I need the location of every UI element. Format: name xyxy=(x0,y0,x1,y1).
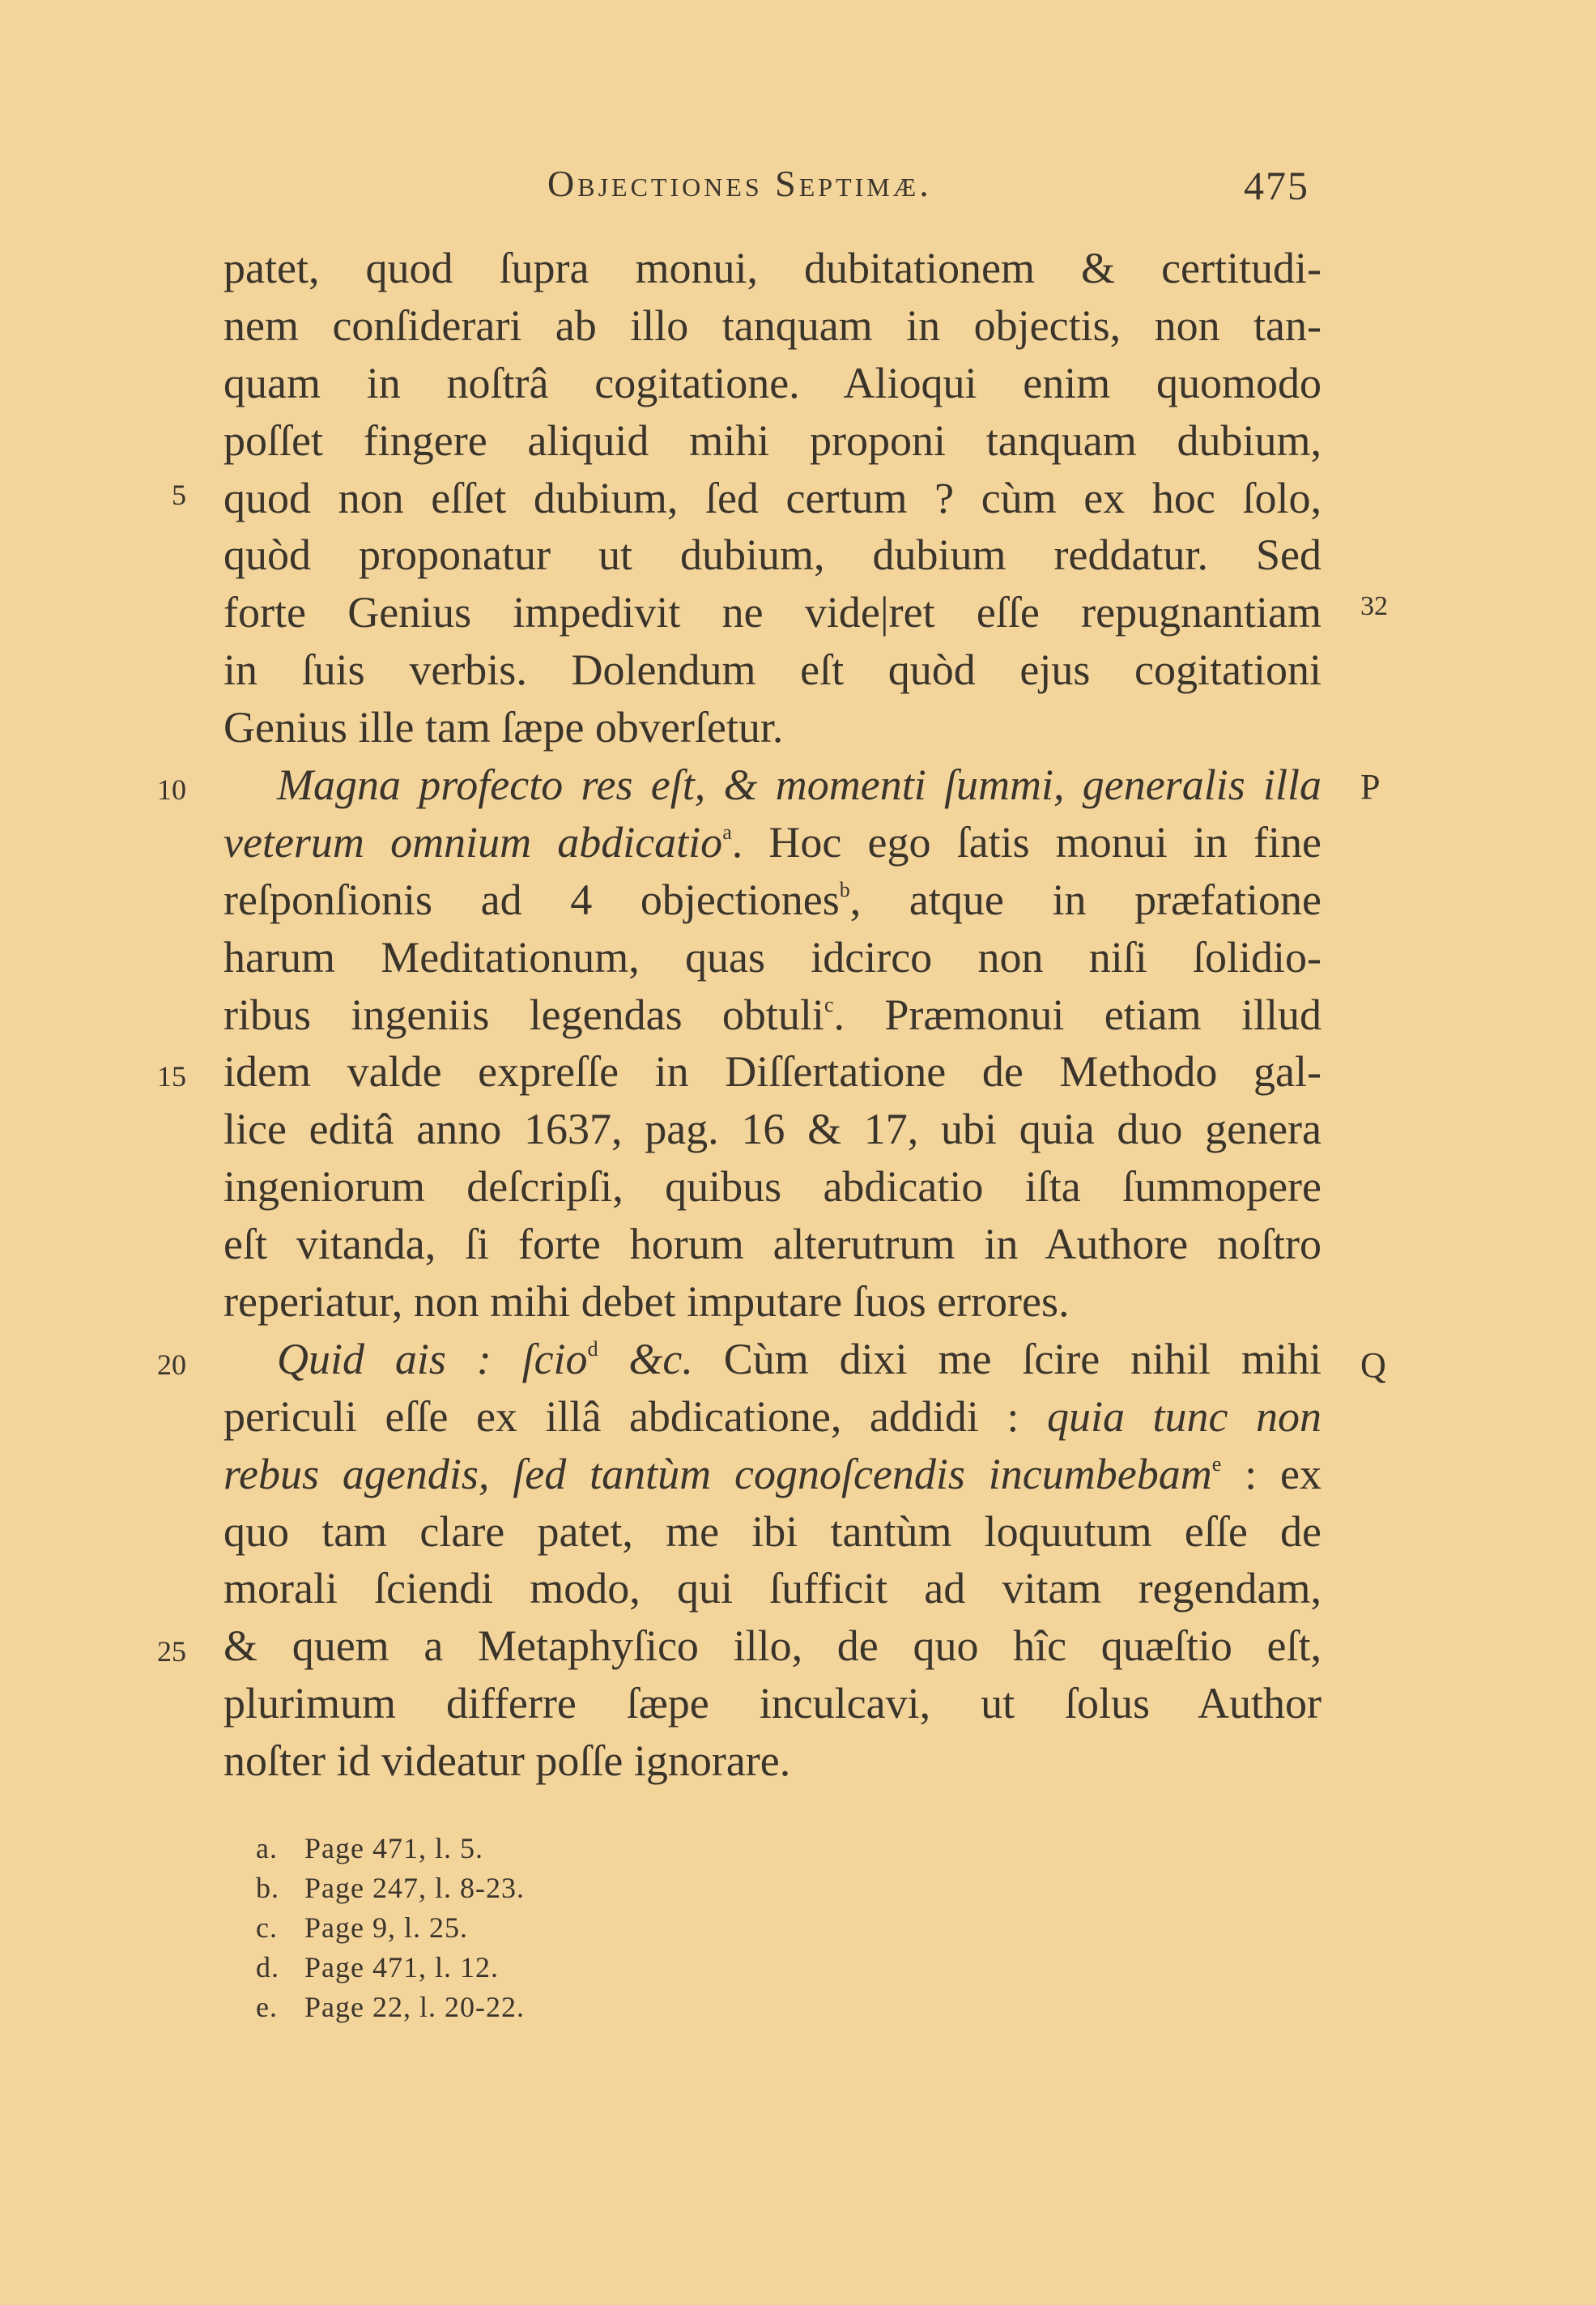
text-line: nem conſiderari ab illo tanquam in objectis, non tan- xyxy=(223,300,1321,350)
quoted-phrase: &c. xyxy=(598,1334,693,1383)
footnote-label: e. xyxy=(256,1991,278,2023)
text-span: . Hoc ego ſatis monui in fine xyxy=(731,817,1321,867)
text-line: forte Genius impedivit ne vide|ret eſſe repugnantiam xyxy=(223,588,1321,637)
footnote-text: Page 247, l. 8-23. xyxy=(304,1872,525,1904)
quoted-phrase: Magna profecto res eſt, & momenti ſummi, generalis illa xyxy=(277,761,1321,810)
text-line xyxy=(223,871,1321,929)
margin-reference: P xyxy=(1360,767,1381,807)
text-line: quòd proponatur ut dubium, dubium reddatur. Sed xyxy=(223,530,1321,580)
line-number: 10 xyxy=(157,773,186,806)
footnote-ref: c xyxy=(824,992,834,1016)
text-span: periculi eſſe ex illâ abdicatione, addidi : xyxy=(223,1391,1047,1441)
text-line xyxy=(223,814,1321,871)
text-line: in ſuis verbis. Dolendum eſt quòd ejus cogitationi xyxy=(223,645,1321,695)
text-line: quo tam clare patet, me ibi tantùm loquutum eſſe de xyxy=(223,1506,1321,1556)
text-line: idem valde expreſſe in Diſſertatione de Methodo gal- xyxy=(223,1047,1321,1097)
text-line: reperiatur, non mihi debet imputare ſuos errores. xyxy=(223,1277,1070,1327)
text-line: patet, quod ſupra monui, dubitationem & certitudi- xyxy=(223,244,1321,292)
footnote xyxy=(256,1829,525,1868)
text-line xyxy=(223,1446,1321,1503)
page-header xyxy=(0,162,1596,219)
text-line: morali ſciendi modo, qui ſufficit ad vitam regendam, xyxy=(223,1564,1321,1613)
text-line: poſſet fingere aliquid mihi proponi tanquam dubium, xyxy=(223,415,1321,465)
footnote-label: d. xyxy=(256,1951,279,1983)
footnote xyxy=(256,1908,525,1948)
text-line xyxy=(223,1388,1321,1446)
text-line: eſt vitanda, ſi forte horum alterutrum in Authore noſtro xyxy=(223,1220,1321,1269)
text-line: Genius ille tam ſæpe obverſetur. xyxy=(223,703,784,752)
line-number: 15 xyxy=(157,1060,186,1093)
footnote-label: a. xyxy=(256,1832,278,1864)
footnote-label: b. xyxy=(256,1872,279,1904)
footnote-text: Page 471, l. 5. xyxy=(304,1832,483,1864)
footnote-ref: e xyxy=(1211,1451,1222,1476)
margin-reference: Q xyxy=(1360,1345,1386,1385)
text-line xyxy=(223,986,1321,1044)
margin-reference: 32 xyxy=(1360,591,1388,621)
main-text xyxy=(223,240,1321,1790)
text-span: ribus ingeniis legendas obtuli xyxy=(223,990,824,1039)
text-line xyxy=(223,1331,1321,1388)
footnote-ref: b xyxy=(839,877,850,901)
text-line: noſter id videatur poſſe ignorare. xyxy=(223,1736,791,1786)
text-line: ingeniorum deſcripſi, quibus abdicatio iſta ſummopere xyxy=(223,1162,1321,1212)
running-title: Objectiones Septimæ. xyxy=(547,163,932,204)
text-span: Cùm dixi me ſcire nihil mihi xyxy=(692,1334,1321,1383)
footnote-text: Page 22, l. 20-22. xyxy=(304,1991,525,2023)
text-line: quod non eſſet dubium, ſed certum ? cùm ex hoc ſolo, xyxy=(223,473,1321,522)
footnote-label: c. xyxy=(256,1911,278,1944)
quoted-phrase: veterum omnium abdicatio xyxy=(223,817,723,867)
page-number: 475 xyxy=(1244,163,1309,208)
footnote-text: Page 471, l. 12. xyxy=(304,1951,499,1983)
footnote-text: Page 9, l. 25. xyxy=(304,1911,468,1944)
line-number: 5 xyxy=(172,479,186,511)
footnote xyxy=(256,1868,525,1908)
footnotes xyxy=(256,1829,525,2027)
text-line: plurimum differre ſæpe inculcavi, ut ſolus Author xyxy=(223,1679,1321,1728)
text-line: & quem a Metaphyſico illo, de quo hîc quæſtio eſt, xyxy=(223,1621,1321,1671)
footnote-ref: a xyxy=(722,820,732,844)
footnote xyxy=(256,1948,525,1988)
text-line: harum Meditationum, quas idcirco non niſi ſolidio- xyxy=(223,932,1321,982)
text-line: lice editâ anno 1637, pag. 16 & 17, ubi quia duo genera xyxy=(223,1105,1321,1154)
quoted-phrase: Quid ais : ſcio xyxy=(277,1334,588,1383)
text-span: . Præmonui etiam illud xyxy=(833,990,1321,1039)
footnote xyxy=(256,1988,525,2027)
quoted-phrase: quia tunc non xyxy=(1046,1391,1321,1441)
footnote-ref: d xyxy=(587,1336,598,1361)
line-number: 20 xyxy=(157,1348,186,1381)
quoted-phrase: rebus agendis, ſed tantùm cognoſcendis incumbebam xyxy=(223,1449,1212,1498)
text-span: , atque in præfatione xyxy=(849,875,1321,924)
text-span: reſponſionis ad 4 objectiones xyxy=(223,875,840,924)
line-number: 25 xyxy=(157,1635,186,1668)
text-span: : ex xyxy=(1221,1449,1321,1498)
text-line: quam in noſtrâ cogitatione. Alioqui enim quomodo xyxy=(223,358,1321,407)
text-line xyxy=(223,756,1321,814)
